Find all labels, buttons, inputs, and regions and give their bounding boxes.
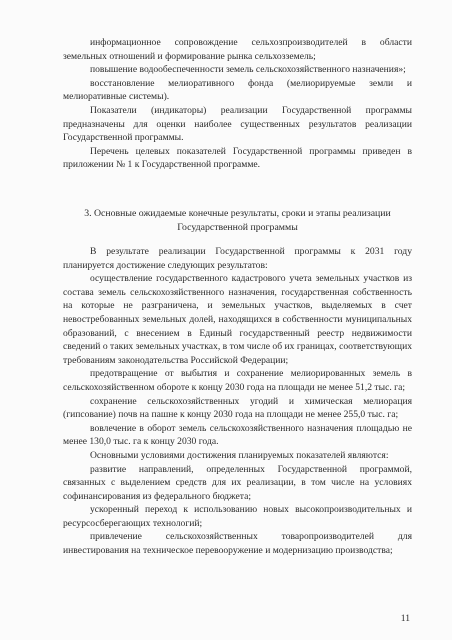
paragraph: привлечение сельскохозяйственных товаропроизводителей для инвестирования на техническое перевооружение и модернизацию производства; bbox=[63, 531, 412, 557]
section-heading-line: 3. Основные ожидаемые конечные результаты, сроки и этапы реализации bbox=[84, 208, 391, 219]
body-text-block bbox=[63, 245, 412, 558]
paragraph: восстановление мелиоративного фонда (мелиорируемые земли и мелиоративные системы). bbox=[63, 77, 412, 103]
paragraph: ускоренный переход к использованию новых высокопроизводительных и ресурсосберегающих технологий; bbox=[63, 504, 412, 529]
paragraph: Показатели (индикаторы) реализации Государственной программы предназначены для оценки наиболее существенных результатов реализации Государственной программы. bbox=[63, 104, 412, 144]
paragraph: Основными условиями достижения планируемых показателей являются: bbox=[90, 449, 389, 461]
paragraph: В результате реализации Государственной программы к 2031 году планируется достижение следующих результатов: bbox=[63, 246, 412, 271]
top-text-block bbox=[63, 36, 412, 172]
paragraph: развитие направлений, определенных Государственной программой, связанных с выделением средств для их реализации, в том числе на условиях софинансирования из федерального бюджета; bbox=[63, 463, 412, 502]
paragraph: вовлечение в оборот земель сельскохозяйственного назначения площадью не менее 130,0 тыс. га к концу 2030 года. bbox=[63, 422, 412, 448]
paragraph: Перечень целевых показателей Государственной программы приведен в приложении № 1 к Государственной программе. bbox=[63, 145, 412, 171]
paragraph: осуществление государственного кадастрового учета земельных участков из состава земель сельскохозяйственного назначения, государственная собственность на которые не разграничена, и земельных участков, выделяемых в счет невостребованных земельных долей, находящихся в собственности муниципальных образований, с внесением в Единый государственный реестр недвижимости сведений о таких земельных участках, в том числе об их границах, соответствующих требованиям законодательства Российской Федерации; bbox=[63, 273, 412, 366]
paragraph: информационное сопровождение сельхозпроизводителей в области земельных отношений и формирование рынка сельхозземель; bbox=[63, 37, 412, 62]
paragraph: повышение водообеспеченности земель сельскохозяйственного назначения»; bbox=[90, 64, 406, 76]
section-heading-line: Государственной программы bbox=[177, 221, 298, 233]
page-number: 11 bbox=[400, 613, 410, 624]
paragraph: сохранение сельскохозяйственных угодий и химическая мелиорация (гипсование) почв на пашне к концу 2030 года на площади не менее 255,0 тыс. га; bbox=[63, 395, 412, 421]
section-heading bbox=[63, 207, 412, 235]
paragraph: предотвращение от выбытия и сохранение мелиорированных земель в сельскохозяйственном обороте к концу 2030 года на площади не менее 51,2 тыс. га; bbox=[63, 368, 412, 393]
